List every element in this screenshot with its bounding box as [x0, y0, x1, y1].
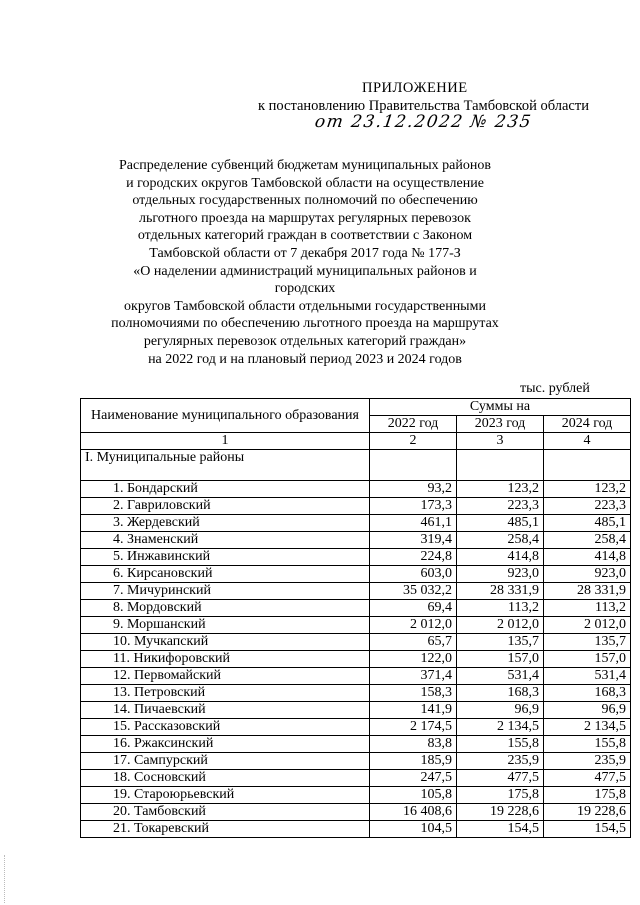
value-2022-cell: 173,3: [370, 498, 457, 515]
table-row: [81, 719, 631, 736]
table-row: [81, 600, 631, 617]
value-2022-cell: 224,8: [370, 549, 457, 566]
value-2022-cell: 105,8: [370, 787, 457, 804]
value-2022-cell: 16 408,6: [370, 804, 457, 821]
header-year-2024: 2024 год: [544, 416, 631, 433]
table-row: [81, 515, 631, 532]
title-line: регулярных перевозок отдельных категорий граждан»: [143, 333, 467, 349]
value-2023-cell: 2 134,5: [457, 719, 544, 736]
value-2022-cell: 35 032,2: [370, 583, 457, 600]
value-2022-cell: 93,2: [370, 481, 457, 498]
value-2024-cell: 168,3: [544, 685, 631, 702]
colnum-cell: 3: [457, 433, 544, 450]
district-name-cell: 12. Первомайский: [81, 668, 370, 685]
table-row: [81, 821, 631, 838]
value-2024-cell: 223,3: [544, 498, 631, 515]
district-name-cell: 20. Тамбовский: [81, 804, 370, 821]
title-line: полномочиями по обеспечению льготного проезда на маршрутах: [111, 316, 499, 332]
district-name-cell: 21. Токаревский: [81, 821, 370, 838]
district-name-cell: 5. Инжавинский: [81, 549, 370, 566]
value-2023-cell: 135,7: [457, 634, 544, 651]
resolution-reference: к постановлению Правительства Тамбовской области: [258, 98, 589, 114]
district-name-cell: 7. Мичуринский: [81, 583, 370, 600]
value-2023-cell: 477,5: [457, 770, 544, 787]
colnum-cell: 1: [81, 433, 370, 450]
table-row: [81, 770, 631, 787]
value-2022-cell: 141,9: [370, 702, 457, 719]
district-name-cell: 19. Староюрьевский: [81, 787, 370, 804]
district-name-cell: 13. Петровский: [81, 685, 370, 702]
district-name-cell: 9. Моршанский: [81, 617, 370, 634]
table-row: [81, 736, 631, 753]
value-2023-cell: 19 228,6: [457, 804, 544, 821]
title-line: отдельных государственных полномочий по обеспечению: [132, 193, 478, 209]
table-row: [81, 702, 631, 719]
district-name-cell: 3. Жердевский: [81, 515, 370, 532]
value-2024-cell: 155,8: [544, 736, 631, 753]
district-name-cell: 1. Бондарский: [81, 481, 370, 498]
empty-cell: [457, 450, 544, 481]
value-2024-cell: 19 228,6: [544, 804, 631, 821]
table-row: [81, 685, 631, 702]
table-row: [81, 651, 631, 668]
value-2023-cell: 235,9: [457, 753, 544, 770]
handwritten-date-number: от 23.12.2022 № 235: [313, 112, 534, 132]
table-row: [81, 481, 631, 498]
table-row: [81, 634, 631, 651]
value-2022-cell: 371,4: [370, 668, 457, 685]
value-2022-cell: 65,7: [370, 634, 457, 651]
value-2022-cell: 2 012,0: [370, 617, 457, 634]
value-2023-cell: 223,3: [457, 498, 544, 515]
header-year-2023: 2023 год: [457, 416, 544, 433]
district-name-cell: 10. Мучкапский: [81, 634, 370, 651]
value-2023-cell: 168,3: [457, 685, 544, 702]
value-2024-cell: 235,9: [544, 753, 631, 770]
value-2024-cell: 154,5: [544, 821, 631, 838]
value-2024-cell: 2 134,5: [544, 719, 631, 736]
value-2023-cell: 2 012,0: [457, 617, 544, 634]
value-2023-cell: 414,8: [457, 549, 544, 566]
value-2022-cell: 603,0: [370, 566, 457, 583]
empty-cell: [544, 450, 631, 481]
value-2024-cell: 2 012,0: [544, 617, 631, 634]
table-row: [81, 668, 631, 685]
district-name-cell: 15. Рассказовский: [81, 719, 370, 736]
district-name-cell: 16. Ржаксинский: [81, 736, 370, 753]
document-title: [105, 157, 505, 368]
title-line: округов Тамбовской области отдельными государственными: [124, 298, 486, 314]
appendix-label: ПРИЛОЖЕНИЕ: [362, 80, 468, 96]
table-row: [81, 566, 631, 583]
value-2023-cell: 113,2: [457, 600, 544, 617]
value-2022-cell: 2 174,5: [370, 719, 457, 736]
table-row: [81, 583, 631, 600]
title-line: Тамбовской области от 7 декабря 2017 года № 177-З: [149, 245, 461, 261]
value-2022-cell: 122,0: [370, 651, 457, 668]
district-name-cell: 8. Мордовский: [81, 600, 370, 617]
value-2024-cell: 157,0: [544, 651, 631, 668]
district-name-cell: 4. Знаменский: [81, 532, 370, 549]
value-2022-cell: 158,3: [370, 685, 457, 702]
value-2022-cell: 83,8: [370, 736, 457, 753]
value-2023-cell: 154,5: [457, 821, 544, 838]
table-row: [81, 498, 631, 515]
title-line: Распределение субвенций бюджетам муниципальных районов: [119, 158, 491, 173]
value-2024-cell: 477,5: [544, 770, 631, 787]
subsidy-table: [80, 398, 631, 838]
title-line: на 2022 год и на плановый период 2023 и 2024 годов: [148, 351, 462, 367]
district-name-cell: 11. Никифоровский: [81, 651, 370, 668]
value-2022-cell: 104,5: [370, 821, 457, 838]
value-2023-cell: 96,9: [457, 702, 544, 719]
district-name-cell: 2. Гавриловский: [81, 498, 370, 515]
district-name-cell: 14. Пичаевский: [81, 702, 370, 719]
header-year-2022: 2022 год: [370, 416, 457, 433]
value-2022-cell: 185,9: [370, 753, 457, 770]
table-row: [81, 753, 631, 770]
scan-edge-mark: [4, 855, 6, 903]
district-name-cell: 6. Кирсановский: [81, 566, 370, 583]
value-2024-cell: 123,2: [544, 481, 631, 498]
units-label: тыс. рублей: [520, 381, 590, 396]
value-2024-cell: 28 331,9: [544, 583, 631, 600]
value-2024-cell: 258,4: [544, 532, 631, 549]
colnum-cell: 4: [544, 433, 631, 450]
table-row: [81, 787, 631, 804]
value-2022-cell: 69,4: [370, 600, 457, 617]
value-2024-cell: 113,2: [544, 600, 631, 617]
title-line: «О наделении администраций муниципальных районов и городских: [133, 263, 477, 297]
table-row: [81, 617, 631, 634]
table-row: [81, 804, 631, 821]
value-2023-cell: 155,8: [457, 736, 544, 753]
colnum-cell: 2: [370, 433, 457, 450]
value-2023-cell: 123,2: [457, 481, 544, 498]
district-name-cell: 17. Сампурский: [81, 753, 370, 770]
value-2022-cell: 247,5: [370, 770, 457, 787]
value-2024-cell: 175,8: [544, 787, 631, 804]
title-line: отдельных категорий граждан в соответствии с Законом: [137, 228, 473, 244]
value-2022-cell: 319,4: [370, 532, 457, 549]
table-colnum-row: [81, 433, 631, 450]
table-row: [81, 532, 631, 549]
value-2024-cell: 135,7: [544, 634, 631, 651]
district-name-cell: 18. Сосновский: [81, 770, 370, 787]
title-line: льготного проезда на маршрутах регулярных перевозок: [139, 210, 471, 226]
value-2023-cell: 175,8: [457, 787, 544, 804]
value-2023-cell: 923,0: [457, 566, 544, 583]
table-row: [81, 549, 631, 566]
header-sums-cell: Суммы на: [370, 399, 631, 416]
value-2022-cell: 461,1: [370, 515, 457, 532]
title-line: и городских округов Тамбовской области на осуществление: [126, 175, 484, 191]
value-2024-cell: 485,1: [544, 515, 631, 532]
value-2024-cell: 531,4: [544, 668, 631, 685]
value-2023-cell: 157,0: [457, 651, 544, 668]
table-header-row: [81, 399, 631, 416]
section-title-cell: I. Муниципальные районы: [81, 450, 370, 481]
value-2023-cell: 531,4: [457, 668, 544, 685]
value-2024-cell: 414,8: [544, 549, 631, 566]
section-row: [81, 450, 631, 481]
value-2024-cell: 923,0: [544, 566, 631, 583]
header-name-cell: Наименование муниципального образования: [81, 399, 370, 433]
value-2023-cell: 485,1: [457, 515, 544, 532]
value-2023-cell: 258,4: [457, 532, 544, 549]
value-2023-cell: 28 331,9: [457, 583, 544, 600]
value-2024-cell: 96,9: [544, 702, 631, 719]
empty-cell: [370, 450, 457, 481]
